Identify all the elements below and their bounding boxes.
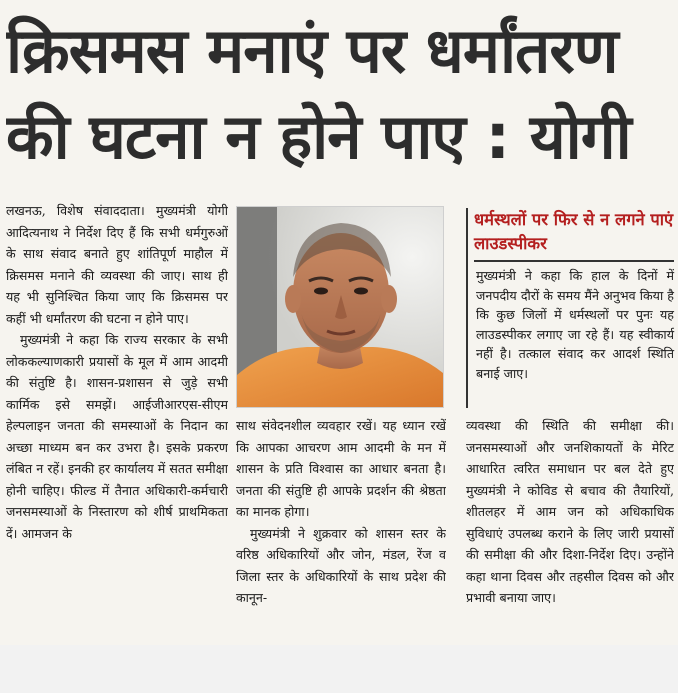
portrait-photo-icon [237,207,443,407]
headline [6,8,672,180]
article-column-3 [466,415,674,640]
column1-paragraph-2: मुख्यमंत्री ने कहा कि राज्य सरकार के सभी लोककल्याणकारी प्रयासों के मूल में आम आदमी की संतुष्टि है। शासन-प्रशासन से जुड़े सभी कार्मिक इसे समझें। आईजीआरएस-सीएम हेल्पलाइन जनता की समस्याओं के निदान का अच्छा माध्यम बन कर उभरा है। इसके प्रकरण लंबित न रहें। इनकी हर कार्यालय में सतत समीक्षा होनी चाहिए। फील्ड में तैनात अधिकारी-कर्मचारी जनसमस्याओं के निस्तारण को शीर्ष प्राथमिकता दें। आमजन के [6,332,228,541]
article-column-1 [6,200,228,640]
column3-paragraph-1: व्यवस्था की स्थिति की समीक्षा की। जनसमस्याओं और जनशिकायतों के मेरिट आधारित त्वरित समाधान पर बल देते हुए मुख्यमंत्री ने कोविड से बचाव की तैयारियों, शीतलहर में आम जन को अधिकाधिक सुविधाएं उपलब्ध कराने के लिए जारी प्रयासों की समीक्षा की और दिशा-निर्देश दिए। उन्होंने कहा थाना दिवस और तहसील दिवस को और प्रभावी बनाया जाए। [466,418,674,605]
article-column-2 [236,415,446,640]
headline-line-1: क्रिसमस मनाएं पर धर्मांतरण [6,14,618,87]
column2-paragraph-1: साथ संवेदनशील व्यवहार रखें। यह ध्यान रखें कि आपका आचरण आम आदमी के मन में शासन के प्रति विश्वास का आधार बनता है। जनता की संतुष्टि ही आपके प्रदर्शन की श्रेष्ठता का मानक होगा। [236,418,446,519]
sidebar-box [466,208,674,408]
portrait-photo [236,206,444,408]
page-bottom-margin [0,645,678,693]
column1-paragraph-1: लखनऊ, विशेष संवाददाता। मुख्यमंत्री योगी आदित्यनाथ ने निर्देश दिए हैं कि सभी धर्मगुरुओं के साथ संवाद बनाते हुए शांतिपूर्ण माहौल में क्रिसमस मनाने की व्यवस्था की जाए। साथ ही यह भी सुनिश्चित किया जाए कि क्रिसमस पर कहीं भी धर्मांतरण की घटना न होने पाए। [6,203,228,326]
column2-paragraph-2: मुख्यमंत्री ने शुक्रवार को शासन स्तर के वरिष्ठ अधिकारियों और जोन, मंडल, रेंज व जिला स्तर के अधिकारियों के साथ प्रदेश की कानून- [236,525,446,605]
headline-line-2: की घटना न होने पाए : योगी [6,100,631,173]
sidebar-heading: धर्मस्थलों पर फिर से न लगने पाएं लाउडस्पीकर [474,208,674,262]
sidebar-text: मुख्यमंत्री ने कहा कि हाल के दिनों में जनपदीय दौरों के समय मैंने अनुभव किया है कि कुछ जिलों में धर्मस्थलों पर पुनः यह लाउडस्पीकर लगाए जा रहे हैं। यह स्वीकार्य नहीं है। तत्काल संवाद कर आदर्श स्थिति बनाई जाए। [476,268,674,381]
